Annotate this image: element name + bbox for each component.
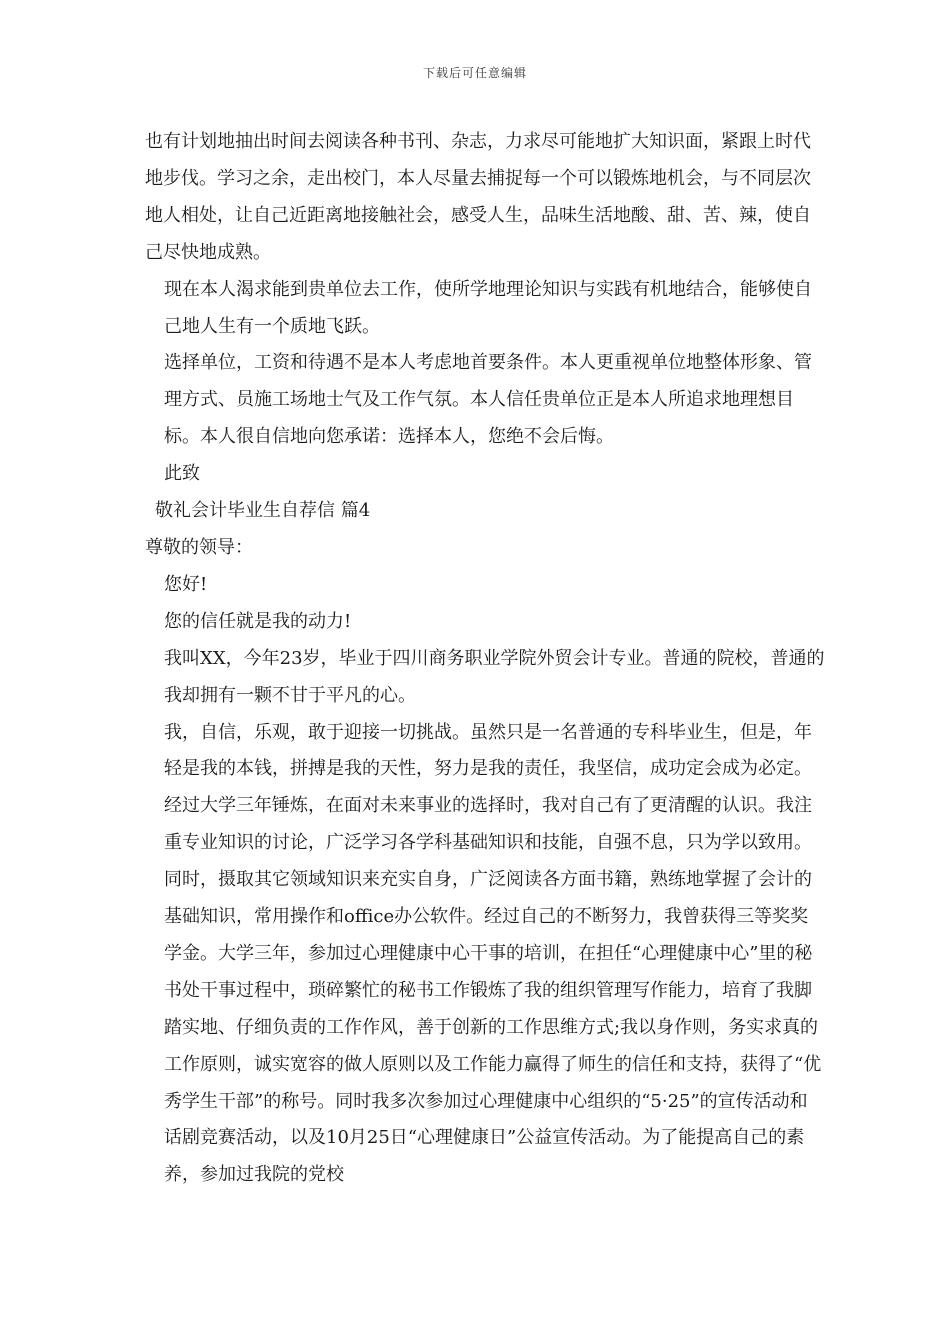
paragraph-confidence: 我，自信，乐观，敢于迎接一切挑战。虽然只是一名普通的专科毕业生，但是，年轻是我的本钱，拼搏是我的天性，努力是我的责任，我坚信，成功定会成为必定。 (164, 721, 812, 780)
paragraph-experience: 经过大学三年锤炼，在面对未来事业的选择时，我对自己有了更清醒的认识。我注重专业知识的讨论，广泛学习各学科基础知识和技能，自强不息，只为学以致用。同时，摄取其它领域知识来充实自身，广泛阅读各方面书籍，熟练地掌握了会计的基础知识，常用操作和office办公软件。经过自己的不断努力，我曾获得三等奖奖学金。大学三年，参加过心理健康中心干事的培训，在担任“心理健康中心”里的秘书处干事过程中，琐碎繁忙的秘书工作锻炼了我的组织管理写作能力，培育了我脚踏实地、仔细负责的工作作风，善于创新的工作思维方式;我以身作则，务实求真的工作原则，诚实宽容的做人原则以及工作能力赢得了师生的信任和支持，获得了“优秀学生干部”的称号。同时我多次参加过心理健康中心组织的“5·25”的宣传活动和话剧竞赛活动，以及10月25日“心理健康日”公益宣传活动。为了能提高自己的素养，参加过我院的党校 (164, 795, 822, 1186)
paragraph-continuation: 也有计划地抽出时间去阅读各种书刊、杂志，力求尽可能地扩大知识面，紧跟上时代地步伐。学习之余，走出校门，本人尽量去捕捉每一个可以锻炼地机会，与不同层次地人相处，让自己近距离地接触社会，感受人生，品味生活地酸、甜、苦、辣，使自己尽快地成熟。 (145, 131, 811, 263)
paragraph-choice: 选择单位，工资和待遇不是本人考虑地首要条件。本人更重视单位地整体形象、管理方式、员施工场地士气及工作气氛。本人信任贵单位正是本人所追求地理想目标。本人很自信地向您承诺：选择本人，您绝不会后悔。 (164, 352, 812, 448)
greeting-hello: 您好! (164, 573, 208, 595)
page-header: 下载后可任意编辑 (422, 66, 527, 80)
document-body (145, 124, 825, 1194)
closing-salutation: 此致 (164, 463, 200, 485)
greeting-recipient: 尊敬的领导： (145, 536, 253, 558)
section-heading: 敬礼会计毕业生自荐信 篇4 (155, 500, 371, 522)
paragraph-desire: 现在本人渴求能到贵单位去工作，使所学地理论知识与实践有机地结合，能够使自己地人生有一个质地飞跃。 (164, 278, 812, 337)
paragraph-trust: 您的信任就是我的动力! (164, 610, 352, 632)
paragraph-intro: 我叫XX，今年23岁，毕业于四川商务职业学院外贸会计专业。普通的院校，普通的我却拥有一颗不甘于平凡的心。 (164, 647, 825, 706)
